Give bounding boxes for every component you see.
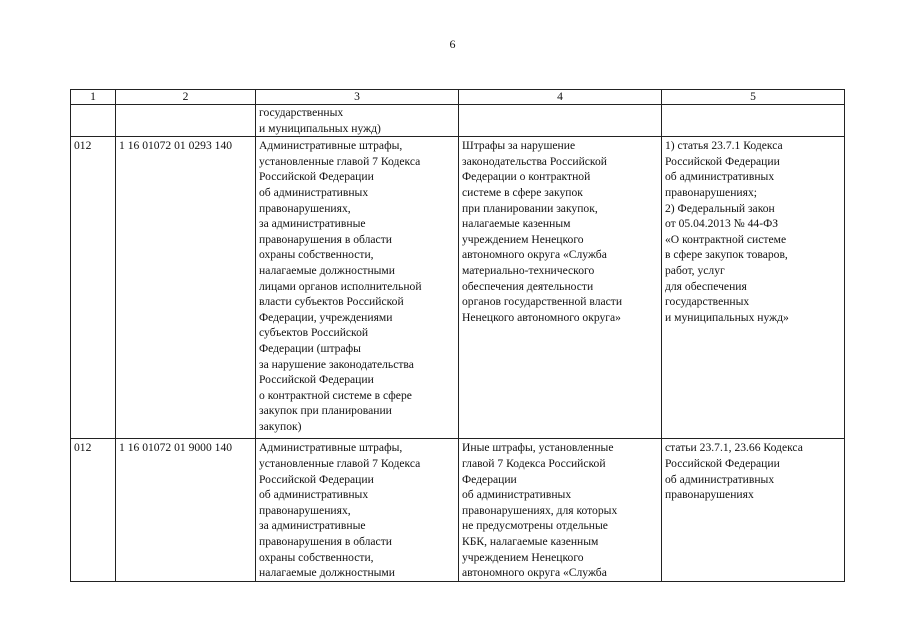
text-line: об административных [665,472,775,486]
text-line: о контрактной системе в сфере [259,388,412,402]
text-line: автономного округа «Служба [462,566,607,580]
text-line: правонарушения в области [259,535,392,549]
text-line: Федерации [462,472,517,486]
text-line: об административных [462,488,572,502]
text-line: учреждением Ненецкого [462,550,584,564]
text-line: не предусмотрены отдельные [462,519,608,533]
text-line: Ненецкого автономного округа» [462,310,621,324]
income-name-cell [256,439,459,581]
text-line: КБК, налагаемые казенным [462,535,599,549]
income-name-cell [256,105,459,137]
text-line: Российской Федерации [259,373,374,387]
text-line: статьи 23.7.1, 23.66 Кодекса [665,441,803,455]
header-row [71,90,845,105]
text-line: Иные штрафы, установленные [462,441,614,455]
text-line: закупок при планировании [259,404,392,418]
text-line: для обеспечения [665,279,747,293]
text-line: об административных [259,488,369,502]
text-line: правонарушениях [665,488,754,502]
table-row [71,137,845,439]
column-header-4: 4 [459,90,662,105]
text-line: за административные [259,519,366,533]
text-line: 2) Федеральный закон [665,201,775,215]
text-line: налагаемые должностными [259,263,395,277]
text-line: об административных [665,170,775,184]
income-description-cell [459,137,662,439]
text-line: Штрафы за нарушение [462,139,576,153]
text-line: налагаемые должностными [259,566,395,580]
text-line: обеспечения деятельности [462,279,594,293]
text-line: об административных [259,185,369,199]
text-line: Российской Федерации [259,472,374,486]
text-line: правонарушения в области [259,232,392,246]
kbk-code-cell: 1 16 01072 01 0293 140 [116,137,256,439]
text-line: закупок) [259,419,302,433]
text-line: в сфере закупок товаров, [665,248,788,262]
text-line: работ, услуг [665,263,725,277]
text-line: материально-технического [462,263,595,277]
admin-code-cell: 012 [71,137,116,439]
text-line: и муниципальных нужд» [665,310,789,324]
kbk-code-cell [116,105,256,137]
text-line: субъектов Российской [259,326,369,340]
column-header-5: 5 [662,90,845,105]
text-line: главой 7 Кодекса Российской [462,457,606,471]
legal-basis-cell [662,439,845,581]
text-line: законодательства Российской [462,154,607,168]
text-line: государственных [665,295,750,309]
text-line: органов государственной власти [462,295,623,309]
text-line: лицами органов исполнительной [259,279,422,293]
text-line: установленные главой 7 Кодекса [259,154,421,168]
legal-basis-cell [662,105,845,137]
income-description-cell [459,105,662,137]
text-line: государственных [259,106,344,119]
text-line: Российской Федерации [665,154,780,168]
table-row [71,105,845,137]
text-line: Административные штрафы, [259,441,403,455]
column-header-1: 1 [71,90,116,105]
text-line: за нарушение законодательства [259,357,414,371]
text-line: Российской Федерации [259,170,374,184]
column-header-3: 3 [256,90,459,105]
text-line: Федерации о контрактной [462,170,591,184]
text-line: Административные штрафы, [259,139,403,153]
text-line: Российской Федерации [665,457,780,471]
text-line: «О контрактной системе [665,232,787,246]
legal-basis-cell [662,137,845,439]
text-line: Федерации (штрафы [259,341,361,355]
income-name-cell [256,137,459,439]
text-line: власти субъектов Российской [259,295,404,309]
text-line: налагаемые казенным [462,217,571,231]
page-number: 6 [449,37,456,51]
table-row [71,439,845,581]
text-line: и муниципальных нужд) [259,121,381,135]
admin-code-cell [71,105,116,137]
text-line: охраны собственности, [259,248,374,262]
budget-classification-table [70,89,845,582]
text-line: охраны собственности, [259,550,374,564]
column-header-2: 2 [116,90,256,105]
text-line: правонарушениях, [259,503,351,517]
text-line: 1) статья 23.7.1 Кодекса [665,139,783,153]
text-line: учреждением Ненецкого [462,232,584,246]
admin-code-cell: 012 [71,439,116,581]
text-line: Федерации, учреждениями [259,310,393,324]
text-line: автономного округа «Служба [462,248,607,262]
text-line: установленные главой 7 Кодекса [259,457,421,471]
text-line: при планировании закупок, [462,201,598,215]
text-line: системе в сфере закупок [462,185,583,199]
text-line: правонарушениях; [665,185,757,199]
income-description-cell [459,439,662,581]
text-line: от 05.04.2013 № 44-ФЗ [665,217,779,231]
text-line: за административные [259,217,366,231]
kbk-code-cell: 1 16 01072 01 9000 140 [116,439,256,581]
text-line: правонарушениях, для которых [462,503,618,517]
text-line: правонарушениях, [259,201,351,215]
